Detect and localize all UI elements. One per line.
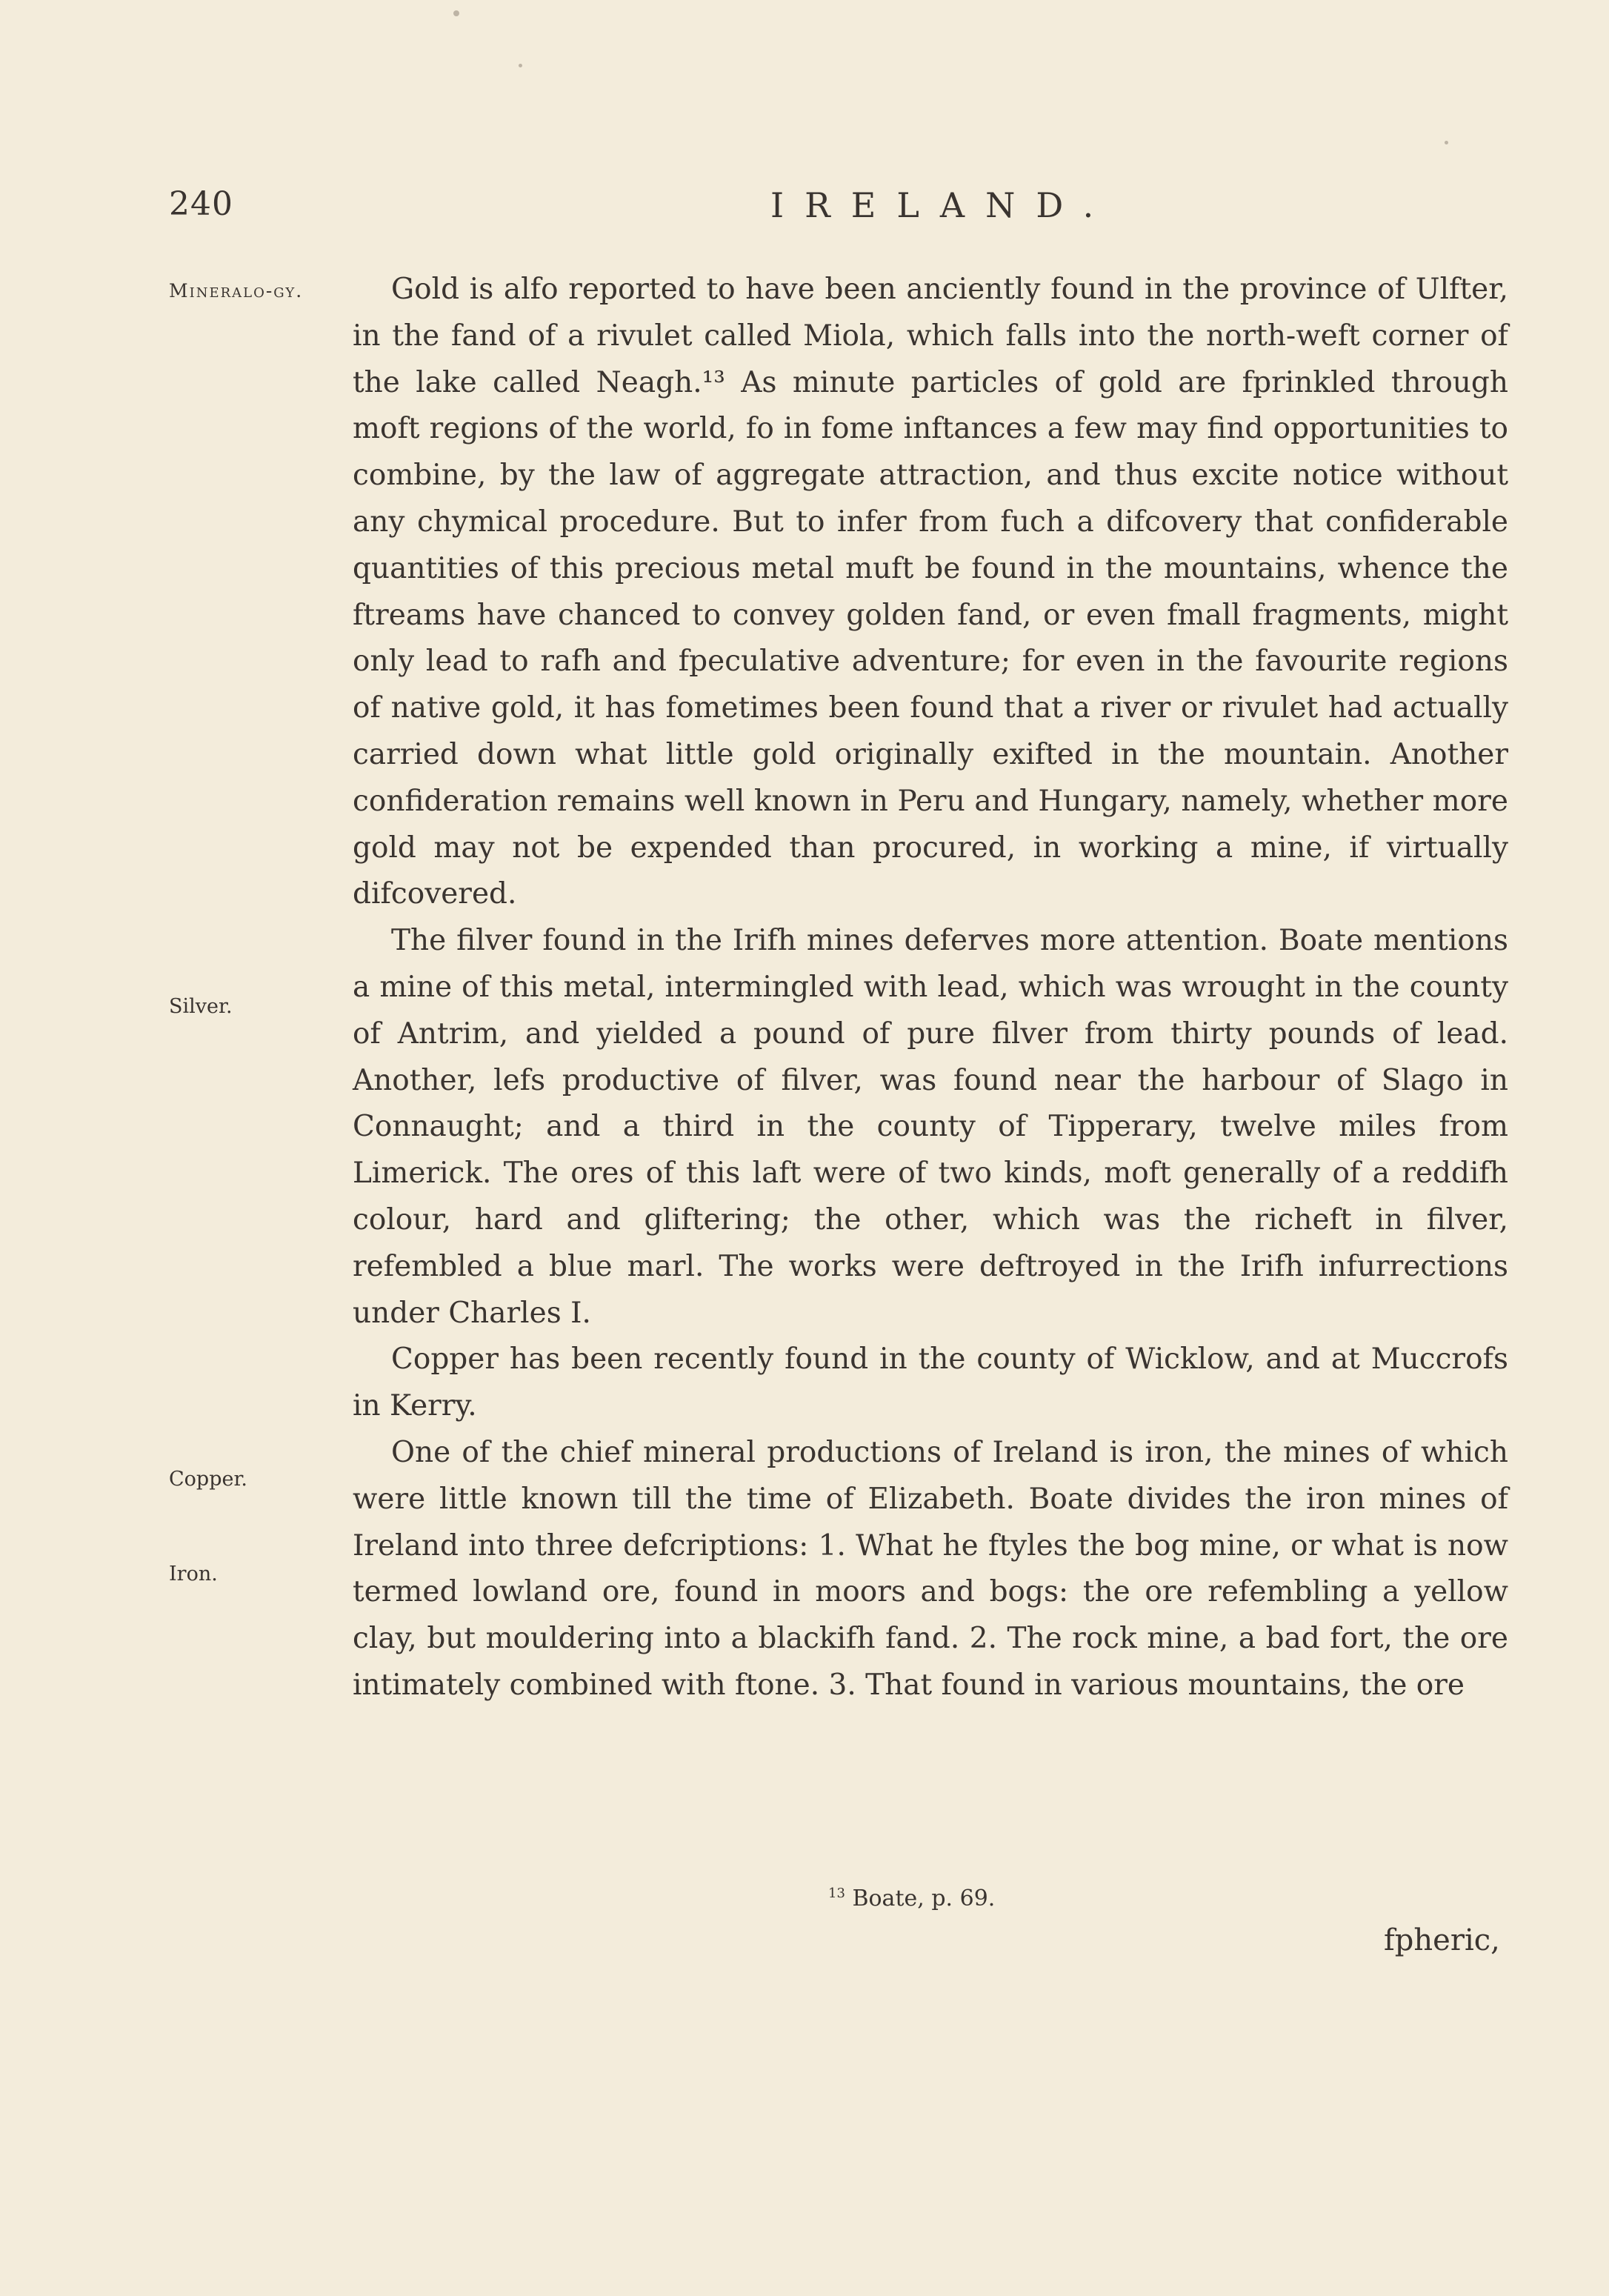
sidenote-iron: Iron.: [169, 1563, 218, 1585]
catchword: fpheric,: [1384, 1923, 1500, 1957]
paragraph-copper: Copper has been recently found in the county of Wicklow, and at Muccrofs in Kerry.: [353, 1342, 1508, 1423]
paragraph-iron: One of the chief mineral productions of Ireland is iron, the mines of which were little known till the time of Elizabeth. Boate divides the iron mines of Ireland into three defcriptions: 1. What he ftyles the bog mine, or what is now termed lowland ore, found in moors and bogs: the ore refembling a yellow clay, but mouldering into a blackifh fand. 2. The rock mine, a bad fort, the ore intimately combined with ftone. 3. That found in various mountains, the ore: [353, 1435, 1508, 1702]
page-number: 240: [169, 185, 233, 223]
ink-speck: [1445, 141, 1448, 144]
footnote-text: Boate, p. 69.: [852, 1886, 996, 1911]
paragraph-silver: The filver found in the Irifh mines deferves more attention. Boate mentions a mine of this metal, intermingled with lead, which was wrought in the county of Antrim, and yielded a pound of pure filver from thirty pounds of lead. Another, lefs productive of filver, was found near the harbour of Slago in Connaught; and a third in the county of Tipperary, twelve miles from Limerick. The ores of this laft were of two kinds, moft generally of a reddifh colour, hard and gliftering; the other, which was the richeft in filver, refembled a blue marl. The works were deftroyed in the Irifh infurrections under Charles I.: [353, 924, 1508, 1330]
sidenote-copper: Copper.: [169, 1468, 247, 1491]
ink-speck: [453, 10, 459, 16]
body-text: [353, 267, 1508, 1709]
running-head: IRELAND.: [770, 185, 1115, 225]
footnote-marker: 13: [828, 1886, 845, 1901]
sidenote-mineralogy: [169, 279, 317, 304]
ink-speck: [519, 64, 522, 67]
paragraph-gold: Gold is alfo reported to have been anciently found in the province of Ulfter, in the fand of a rivulet called Miola, which falls into the north-weft corner of the lake called Neagh.¹³ As minute particles of gold are fprinkled through moft regions of the world, fo in fome inftances a few may find opportunities to combine, by the law of aggregate attraction, and thus excite notice without any chymical procedure. But to infer from fuch a difcovery that confiderable quantities of this precious metal muft be found in the mountains, whence the ftreams have chanced to convey golden fand, or even fmall fragments, might only lead to rafh and fpeculative adventure; for even in the favourite regions of native gold, it has fometimes been found that a river or rivulet had actually carried down what little gold originally exifted in the mountain. Another confideration remains well known in Peru and Hungary, namely, whether more gold may not be expended than procured, in working a mine, if virtually difcovered.: [353, 273, 1508, 911]
footnote: [828, 1886, 995, 1911]
sidenote-mineralogy-text: Mineralo-gy.: [169, 280, 304, 302]
sidenote-silver: Silver.: [169, 995, 233, 1018]
